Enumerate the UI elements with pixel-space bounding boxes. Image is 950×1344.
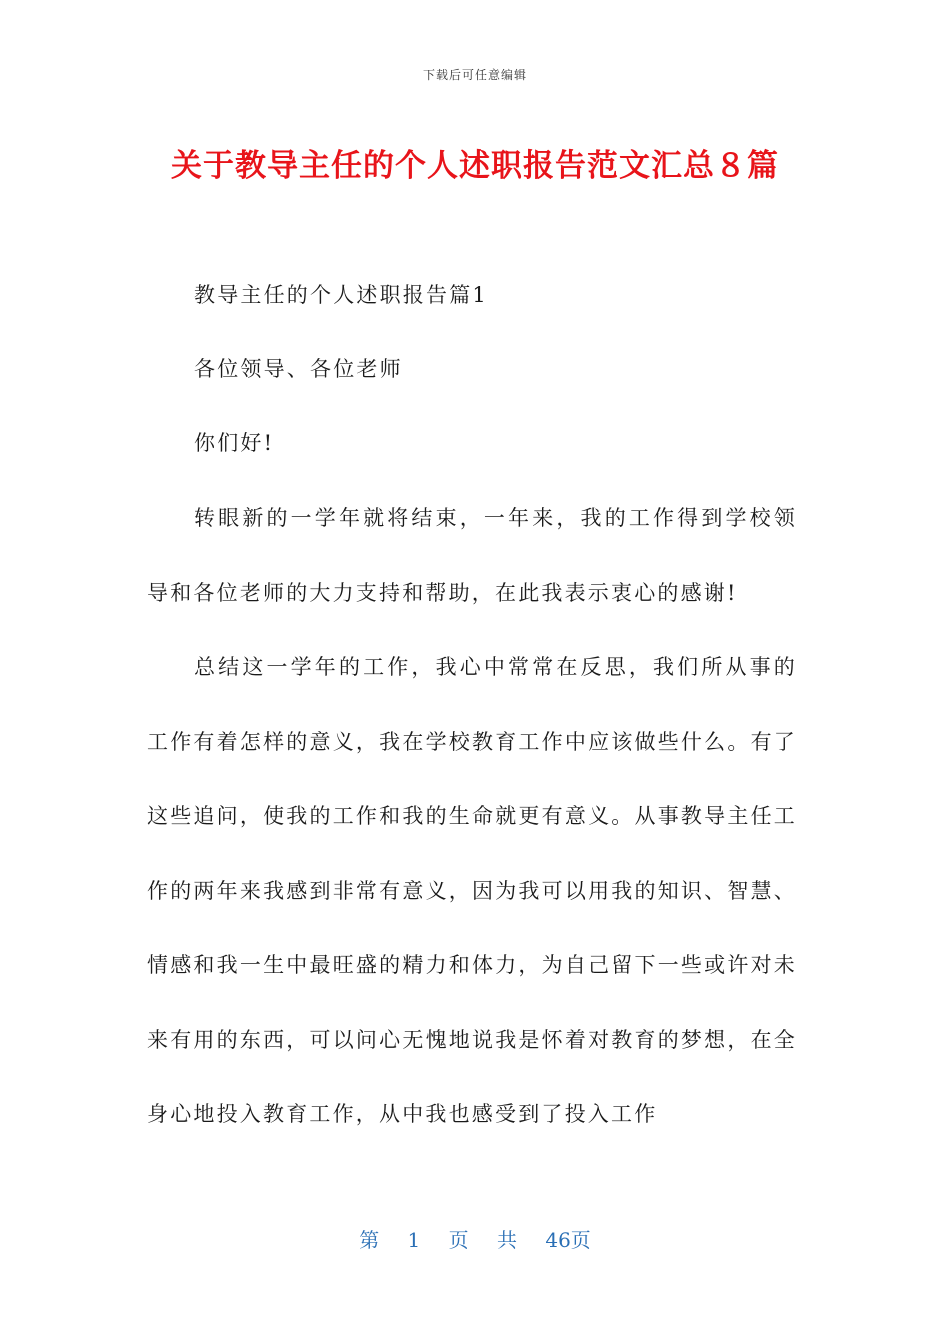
body-paragraph: 转眼新的一学年就将结束，一年来，我的工作得到学校领导和各位老师的大力支持和帮助，在此我表示衷心的感谢! (147, 506, 797, 605)
footer-current-page: 1 (407, 1228, 421, 1252)
page-footer (0, 1224, 950, 1253)
body-paragraph: 总结这一学年的工作，我心中常常在反思，我们所从事的工作有着怎样的意义，我在学校教育工作中应该做些什么。有了这些追问，使我的工作和我的生命就更有意义。从事教导主任工作的两年来我感到非常有意义，因为我可以用我的知识、智慧、情感和我一生中最旺盛的精力和体力，为自己留下一些或许对未来有用的东西，可以问心无愧地说我是怀着对教育的梦想，在全身心地投入教育工作，从中我也感受到了投入工作 (147, 655, 797, 1126)
document-title: 关于教导主任的个人述职报告范文汇总８篇 (171, 148, 779, 184)
footer-total-label: 共 (497, 1228, 517, 1252)
page-header-note: 下载后可任意编辑 (422, 68, 527, 82)
document-body (147, 277, 797, 1170)
footer-total-pages: 46页 (545, 1228, 591, 1252)
greeting: 你们好! (194, 431, 275, 455)
footer-page-label: 第 (359, 1228, 380, 1252)
salutation: 各位领导、各位老师 (194, 357, 403, 381)
section-heading: 教导主任的个人述职报告篇1 (194, 283, 488, 307)
footer-of-label: 页 (448, 1228, 469, 1252)
